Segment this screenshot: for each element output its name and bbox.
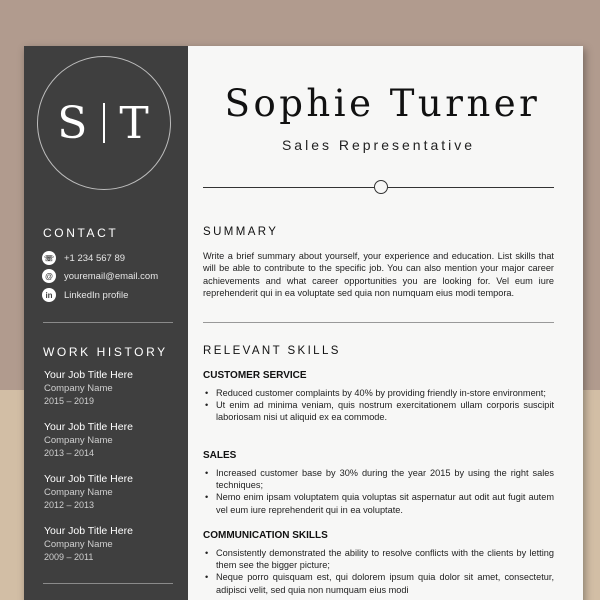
monogram-logo [37,56,171,190]
sidebar-divider [43,322,173,323]
contact-linkedin-text: LinkedIn profile [64,289,129,301]
job-company: Company Name [44,487,113,498]
job-title: Your Job Title Here [44,421,133,433]
skill-bullet-list [203,387,554,424]
skill-bullet: • Reduced customer complaints by 40% by providing friendly in-store environment; [203,387,554,399]
job-dates: 2015 – 2019 [44,396,95,406]
skill-bullet: • Consistently demonstrated the ability to resolve conflicts with the clients by letting them see the bigger picture; [203,547,554,571]
job-entry [44,421,133,458]
contact-email-text: youremail@email.com [64,270,159,282]
summary-heading: SUMMARY [203,226,279,238]
header-divider-circle [374,180,388,194]
job-entry [44,473,133,510]
job-company: Company Name [44,539,113,550]
skills-heading: RELEVANT SKILLS [203,345,341,357]
header-divider-right [388,187,554,188]
job-company: Company Name [44,383,113,394]
section-divider [203,322,554,323]
candidate-name: Sophie Turner [224,82,541,125]
skill-bullet: • Nemo enim ipsam voluptatem quia voluptas sit aspernatur aut odit aut fugit autem vel eum iure reprehenderit qui in ea voluptate. [203,491,554,515]
skill-group-title: SALES [203,450,237,461]
monogram-initial-left: S [57,97,90,149]
monogram-initial-right: T [119,97,151,149]
skill-group-title: COMMUNICATION SKILLS [203,530,328,541]
email-icon: @ [42,269,56,283]
job-dates: 2009 – 2011 [44,552,94,562]
job-title: Your Job Title Here [44,525,133,537]
contact-phone [42,251,125,265]
candidate-role: Sales Representative [281,137,476,153]
header-divider-left [203,187,374,188]
job-title: Your Job Title Here [44,369,133,381]
contact-linkedin [42,288,128,302]
resume-page [24,46,583,600]
job-title: Your Job Title Here [44,473,133,485]
monogram-divider [103,103,105,143]
contact-phone-text: +1 234 567 89 [64,252,126,264]
job-dates: 2013 – 2014 [44,448,95,458]
job-company: Company Name [44,435,113,446]
skill-bullet: • Increased customer base by 30% during the year 2015 by using the right sales techniques; [203,467,554,491]
job-entry [44,369,133,406]
sidebar-divider [43,583,173,584]
contact-email [42,269,158,283]
skill-bullet-list [203,547,554,596]
skill-bullet: • Ut enim ad minima veniam, quis nostrum exercitationem ullam corporis suscipit laboriosam nisi ut aliquid ex ea commode. [203,399,554,423]
sidebar [24,46,188,600]
job-entry [44,525,133,562]
skill-group-title: CUSTOMER SERVICE [203,370,307,381]
summary-text: Write a brief summary about yourself, your experience and education. List skills that will be able to contribute to the specific job. You can also mention your major career achievements and what career opportunities you are looking for. Vel eum iure reprehenderit qui in ea voluptate sed quia non numquam eius modi tempora. [203,251,554,299]
skill-bullet-list [203,467,554,516]
job-dates: 2012 – 2013 [44,500,95,510]
skill-bullet: • Neque porro quisquam est, qui dolorem ipsum quia dolor sit amet, consectetur, adipisci velit, sed quia non numquam eius modi [203,571,554,595]
phone-icon: ☏ [42,251,56,265]
linkedin-icon: in [42,288,56,302]
work-history-heading: WORK HISTORY [43,345,168,359]
contact-heading: CONTACT [43,226,119,240]
